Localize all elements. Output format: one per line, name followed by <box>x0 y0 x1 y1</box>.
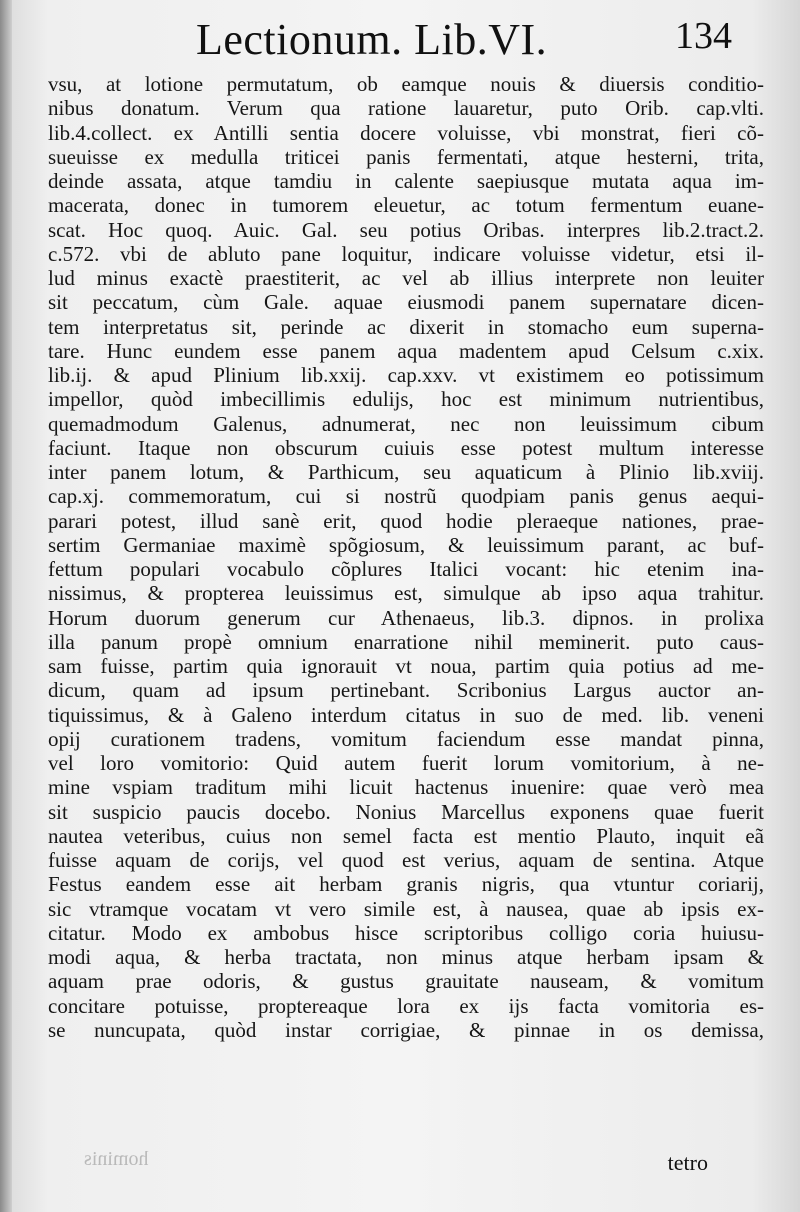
text-line: modi aqua, & herba tractata, non minus atque herbam ipsam & <box>48 945 764 969</box>
text-line: scat. Hoc quoq. Auic. Gal. seu potius Oribas. interpres lib.2.tract.2. <box>48 217 764 242</box>
text-line: nautea veteribus, cuius non semel facta est mentio Plauto, inquit eã <box>48 823 764 848</box>
text-line: sertim Germaniae maximè spõgiosum, & leuissimum parant, ac buf- <box>48 532 764 557</box>
text-line: citatur. Modo ex ambobus hisce scriptoribus colligo coria huiusu- <box>48 920 764 945</box>
text-line: lib.ij. & apud Plinium lib.xxij. cap.xxv. vt existimem eo potissimum <box>48 363 764 387</box>
text-line: quemadmodum Galenus, adnumerat, nec non leuissimum cibum <box>48 411 764 436</box>
text-line: faciunt. Itaque non obscurum cuiuis esse potest multum interesse <box>48 435 764 460</box>
text-line: dicum, quam ad ipsum pertinebant. Scribonius Largus auctor an- <box>48 678 764 703</box>
body-text <box>48 72 764 1042</box>
text-line: tem interpretatus sit, perinde ac dixerit in stomacho eum superna- <box>48 314 764 339</box>
text-line: deinde assata, atque tamdiu in calente saepiusque mutata aqua im- <box>48 169 764 193</box>
text-line: cap.xj. commemoratum, cui si nostrũ quodpiam panis genus aequi- <box>48 484 764 509</box>
text-line: illa panum propè omnium enarratione nihil meminerit. puto caus- <box>48 629 764 654</box>
text-line: sic vtramque vocatam vt vero simile est, à nausea, quae ab ipsis ex- <box>48 896 764 921</box>
text-line: fuisse aquam de corijs, vel quod est verius, aquam de sentina. Atque <box>48 848 764 872</box>
text-line: tare. Hunc eundem esse panem aqua madentem apud Celsum c.xix. <box>48 338 764 363</box>
text-line: nibus donatum. Verum qua ratione lauaretur, puto Orib. cap.vlti. <box>48 96 764 121</box>
text-line: vsu, at lotione permutatum, ob eamque nouis & diuersis conditio- <box>48 72 764 96</box>
catchword: tetro <box>667 1150 708 1175</box>
text-line: concitare potuisse, proptereaque lora ex ijs facta vomitoria es- <box>48 993 764 1018</box>
text-line: fettum populari vocabulo cõplures Italici vocant: hic etenim ina- <box>48 557 764 581</box>
text-line: lib.4.collect. ex Antilli sentia docere voluisse, vbi monstrat, fieri cõ- <box>48 120 764 145</box>
text-line: se nuncupata, quòd instar corrigiae, & pinnae in os demissa, <box>48 1017 764 1042</box>
text-line: Horum duorum generum cur Athenaeus, lib.3. dipnos. in prolixa <box>48 605 764 630</box>
text-line: sit suspicio paucis docebo. Nonius Marcellus exponens quae fuerit <box>48 799 764 824</box>
page-header <box>196 14 740 74</box>
text-line: sueuisse ex medulla triticei panis fermentati, atque hesterni, trita, <box>48 144 764 169</box>
text-line: lud minus exactè praestiterit, ac vel ab illius interprete non leuiter <box>48 266 764 290</box>
page-number: 134 <box>675 15 732 57</box>
running-title: Lectionum. Lib.VI. <box>196 15 548 64</box>
text-line: inter panem lotum, & Parthicum, seu aquaticum à Plinio lib.xviij. <box>48 460 764 484</box>
text-line: macerata, donec in tumorem eleuetur, ac totum fermentum euane- <box>48 193 764 218</box>
page-gutter <box>0 0 12 1212</box>
text-line: vel loro vomitorio: Quid autem fuerit lorum vomitorium, à ne- <box>48 751 764 775</box>
text-line: sit peccatum, cùm Gale. aquae eiusmodi panem supernatare dicen- <box>48 290 764 315</box>
text-line: aquam prae odoris, & gustus grauitate nauseam, & vomitum <box>48 969 764 994</box>
text-line: parari potest, illud sanè erit, quod hodie pleraeque nationes, prae- <box>48 508 764 533</box>
text-line: tiquissimus, & à Galeno interdum citatus in suo de med. lib. veneni <box>48 702 764 727</box>
text-line: nissimus, & propterea leuissimus est, simulque ab ipso aqua trahitur. <box>48 581 764 606</box>
text-line: c.572. vbi de abluto pane loquitur, indicare voluisse videtur, etsi il- <box>48 241 764 266</box>
show-through-text: hominis <box>84 1148 149 1170</box>
text-line: sam fuisse, partim quia ignorauit vt noua, partim quia potius ad me- <box>48 654 764 678</box>
text-line: opij curationem tradens, vomitum faciendum esse mandat pinna, <box>48 726 764 751</box>
text-line: Festus eandem esse ait herbam granis nigris, qua vtuntur coriarij, <box>48 872 764 897</box>
text-line: impellor, quòd imbecillimis edulijs, hoc est minimum nutrientibus, <box>48 387 764 412</box>
text-line: mine vspiam traditum mihi licuit hactenus inuenire: quae verò mea <box>48 775 764 800</box>
